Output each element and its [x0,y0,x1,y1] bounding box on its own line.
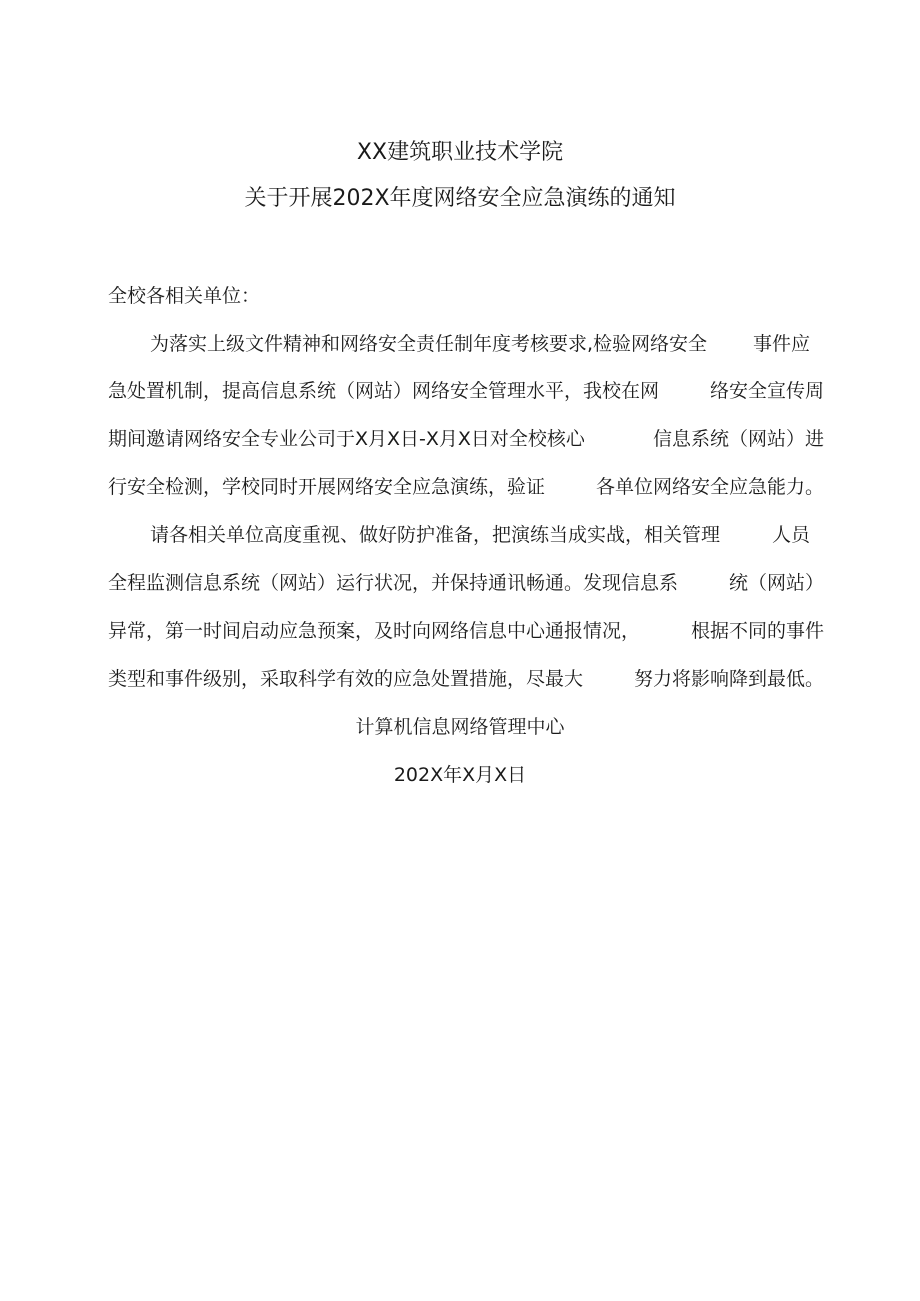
paragraph1-line3-text-a: 期间邀请网络安全专业公司于X月X日-X月X日对全校核心 [108,428,585,450]
paragraph1-line4-text-b: 各单位网络安全应急能力。 [595,476,824,498]
paragraph1-line1-text-a: 为落实上级文件精神和网络安全责任制年度考核要求,检验网络安全 [150,333,708,355]
paragraph2-line4-text-b: 努力将影响降到最低。 [633,668,824,690]
document-title-subject: 关于开展202X年度网络安全应急演练的通知 [244,186,676,211]
paragraph1-line4 [108,473,824,501]
salutation: 全校各相关单位： [108,285,261,307]
paragraph2-line1-text-a: 请各相关单位高度重视、做好防护准备，把演练当成实战，相关管理 [150,524,721,546]
paragraph2-line2-text-b: 统（网站） [728,572,824,594]
signature-department: 计算机信息网络管理中心 [355,716,565,738]
paragraph1-line3-text-b: 信息系统（网站）进 [652,428,824,450]
paragraph2-line3-text-b: 根据不同的事件 [690,620,824,642]
paragraph2-line4-text-a: 类型和事件级别，采取科学有效的应急处置措施，尽最大 [108,668,584,690]
paragraph1-line2 [108,377,824,405]
paragraph2-line1-text-b: 人员 [771,524,810,546]
paragraph2-line3 [108,617,824,645]
signature-date: 202X年X月X日 [393,764,527,786]
paragraph2-line2 [108,569,824,597]
paragraph1-line1 [150,330,810,358]
paragraph1-line2-text-a: 急处置机制，提高信息系统（网站）网络安全管理水平，我校在网 [108,380,660,402]
document-title-school: XX建筑职业技术学院 [356,140,564,165]
paragraph2-line3-text-a: 异常，第一时间启动应急预案，及时向网络信息中心通报情况， [108,620,641,642]
paragraph2-line1 [150,521,810,549]
paragraph1-line2-text-b: 络安全宣传周 [709,380,824,402]
paragraph1-line3 [108,425,824,453]
paragraph2-line2-text-a: 全程监测信息系统（网站）运行状况，并保持通讯畅通。发现信息系 [108,572,679,594]
paragraph2-line4 [108,665,824,693]
paragraph1-line4-text-a: 行安全检测，学校同时开展网络安全应急演练，验证 [108,476,546,498]
paragraph1-line1-text-b: 事件应 [752,333,810,355]
